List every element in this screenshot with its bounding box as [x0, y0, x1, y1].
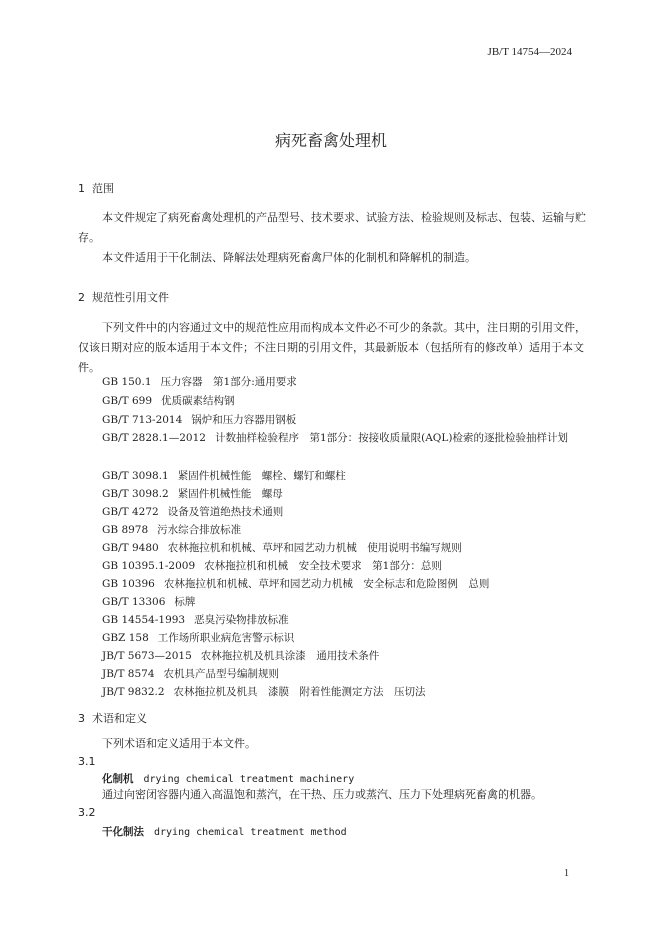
reference-item: [102, 628, 588, 648]
reference-name: 恶臭污染物排放标准: [194, 614, 289, 626]
terms-intro: 下列术语和定义适用于本文件。: [102, 737, 256, 750]
reference-code: JB/T 9832.2: [102, 686, 165, 698]
reference-name: 紧固件机械性能 螺母: [177, 488, 283, 500]
reference-item: [102, 520, 588, 540]
reference-code: GB/T 699: [102, 395, 153, 407]
term-english: drying chemical treatment method: [154, 827, 347, 838]
reference-code: GB 14554-1993: [102, 614, 186, 626]
reference-name: 污水综合排放标准: [157, 524, 242, 536]
reference-item: [102, 391, 588, 411]
reference-code: GB/T 4272: [102, 506, 159, 518]
reference-item: [102, 372, 588, 392]
reference-code: GBZ 158: [102, 632, 149, 644]
reference-name: 农林拖拉机和机械 安全技术要求 第1部分：总则: [204, 560, 442, 572]
reference-item: [102, 428, 588, 448]
document-title: 病死畜禽处理机: [274, 131, 387, 150]
reference-name: 农林拖拉机及机具涂漆 通用技术条件: [200, 650, 380, 662]
term-number: 3.1: [78, 755, 96, 768]
section-number: 3: [78, 712, 85, 725]
term-chinese: 干化制法: [102, 826, 144, 838]
normative-intro: 下列文件中的内容通过文中的规范性应用而构成本文件必不可少的条款。其中，注日期的引用文件，仅该日期对应的版本适用于本文件；不注日期的引用文件，其最新版本（包括所有的修改单）适用于本文件。: [78, 321, 586, 374]
reference-code: JB/T 8574: [102, 668, 155, 680]
term-heading: [102, 771, 354, 786]
reference-name: 设备及管道绝热技术通则: [167, 506, 284, 518]
section-number: 1: [78, 182, 85, 195]
reference-name: 农林拖拉机及机具 漆膜 附着性能测定方法 压切法: [173, 686, 426, 698]
reference-code: GB/T 9480: [102, 542, 159, 554]
reference-item: [102, 484, 588, 504]
reference-name: 农机具产品型号编制规则: [163, 668, 280, 680]
reference-code: JB/T 5673—2015: [102, 650, 192, 662]
reference-item: [102, 466, 588, 486]
reference-name: 优质碳素结构钢: [161, 395, 235, 407]
reference-code: GB/T 3098.1: [102, 470, 169, 482]
reference-item: [102, 556, 588, 576]
reference-item: [102, 538, 588, 558]
page-number: 1: [564, 868, 569, 879]
reference-code: GB/T 713-2014: [102, 414, 183, 426]
reference-code: GB 8978: [102, 524, 149, 536]
section-title: 术语和定义: [92, 712, 147, 725]
reference-item: [102, 410, 588, 430]
reference-item: [102, 610, 588, 630]
term-number: 3.2: [78, 806, 96, 819]
reference-item: [102, 646, 588, 666]
section-heading-normative: [78, 289, 169, 305]
section-heading-scope: [78, 180, 114, 196]
section-title: 范围: [92, 182, 114, 195]
section-heading-terms: [78, 710, 147, 726]
scope-paragraph-1: 本文件规定了病死畜禽处理机的产品型号、技术要求、试验方法、检验规则及标志、包装、运输与贮存。: [78, 211, 586, 244]
term-english: drying chemical treatment machinery: [143, 774, 355, 785]
reference-item: [102, 664, 588, 684]
reference-name: 标牌: [174, 596, 196, 608]
reference-code: GB/T 3098.2: [102, 488, 169, 500]
term-definition: 通过向密闭容器内通入高温饱和蒸汽，在干热、压力或蒸汽、压力下处理病死畜禽的机器。: [102, 788, 542, 801]
reference-item: [102, 502, 588, 522]
reference-name: 农林拖拉机和机械、草坪和园艺动力机械 安全标志和危险图例 总则: [163, 578, 490, 590]
reference-name: 计数抽样检验程序 第1部分：按接收质量限(AQL)检索的逐批检验抽样计划: [214, 432, 568, 444]
reference-name: 紧固件机械性能 螺栓、螺钉和螺柱: [177, 470, 346, 482]
reference-code: GB/T 13306: [102, 596, 166, 608]
standard-code: JB/T 14754—2024: [487, 46, 572, 58]
reference-item: [102, 592, 588, 612]
reference-name: 农林拖拉机和机械、草坪和园艺动力机械 使用说明书编写规则: [167, 542, 462, 554]
reference-code: GB 10395.1-2009: [102, 560, 196, 572]
reference-code: GB 150.1: [102, 376, 152, 388]
scope-paragraph-2: 本文件适用于干化制法、降解法处理病死畜禽尸体的化制机和降解机的制造。: [102, 251, 476, 264]
term-heading: [102, 824, 347, 839]
reference-name: 压力容器 第1部分:通用要求: [160, 376, 297, 388]
term-chinese: 化制机: [102, 773, 134, 785]
reference-code: GB/T 2828.1—2012: [102, 432, 206, 444]
reference-name: 锅炉和压力容器用钢板: [191, 414, 297, 426]
reference-item: [102, 682, 588, 702]
reference-item: [102, 574, 588, 594]
reference-code: GB 10396: [102, 578, 155, 590]
section-number: 2: [78, 291, 85, 304]
reference-name: 工作场所职业病危害警示标识: [157, 632, 295, 644]
section-title: 规范性引用文件: [92, 291, 169, 304]
